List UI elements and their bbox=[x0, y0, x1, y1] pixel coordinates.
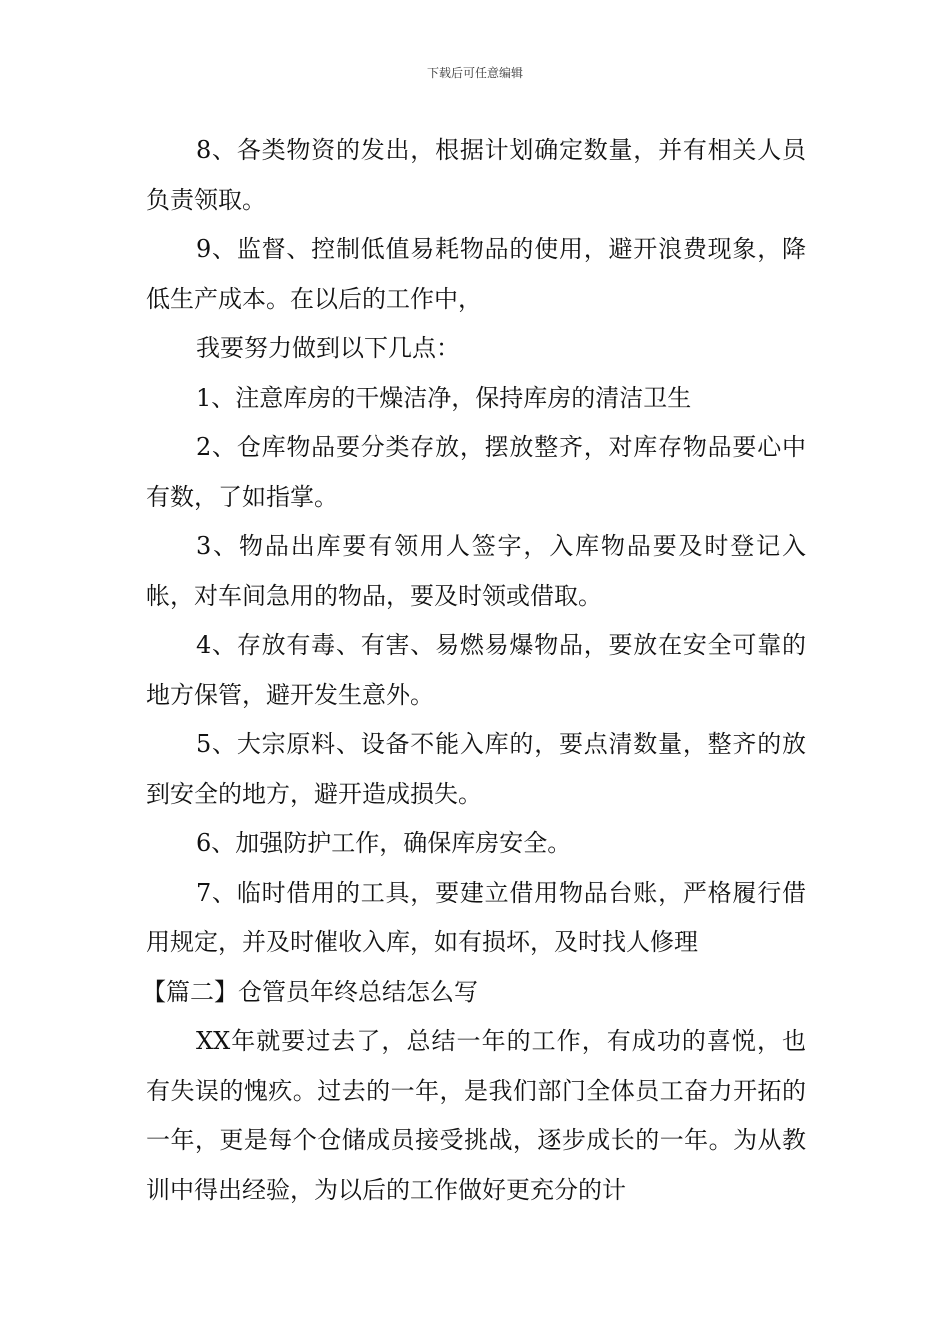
paragraph-point-3: 3、物品出库要有领用人签字，入库物品要及时登记入帐，对车间急用的物品，要及时领或借取。 bbox=[146, 532, 806, 610]
paragraph-point-4: 4、存放有毒、有害、易燃易爆物品，要放在安全可靠的地方保管，避开发生意外。 bbox=[146, 631, 806, 709]
paragraph-point-2: 2、仓库物品要分类存放，摆放整齐，对库存物品要心中有数，了如指掌。 bbox=[146, 433, 806, 511]
paragraph-point-6: 6、加强防护工作，确保库房安全。 bbox=[196, 829, 572, 857]
paragraph-point-1: 1、注意库房的干燥洁净，保持库房的清洁卫生 bbox=[196, 383, 692, 412]
page-header: 下载后可任意编辑 bbox=[426, 66, 523, 80]
paragraph-point-5: 5、大宗原料、设备不能入库的，要点清数量，整齐的放到安全的地方，避开造成损失。 bbox=[146, 730, 806, 808]
paragraph-intro-points: 我要努力做到以下几点： bbox=[196, 334, 460, 362]
section-heading: 【篇二】仓管员年终总结怎么写 bbox=[142, 977, 478, 1006]
paragraph-item-8: 8、各类物资的发出，根据计划确定数量，并有相关人员负责领取。 bbox=[146, 136, 806, 214]
document-body bbox=[142, 126, 806, 1215]
paragraph-point-7: 7、临时借用的工具，要建立借用物品台账，严格履行借用规定，并及时催收入库，如有损坏，及时找人修理 bbox=[146, 878, 806, 956]
paragraph-item-9: 9、监督、控制低值易耗物品的使用，避开浪费现象，降低生产成本。在以后的工作中， bbox=[146, 235, 806, 313]
paragraph-summary: XX年就要过去了，总结一年的工作，有成功的喜悦，也有失误的愧疚。过去的一年，是我们部门全体员工奋力开拓的一年，更是每个仓储成员接受挑战，逐步成长的一年。为从教训中得出经验，为以后的工作做好更充分的计 bbox=[146, 1027, 806, 1204]
